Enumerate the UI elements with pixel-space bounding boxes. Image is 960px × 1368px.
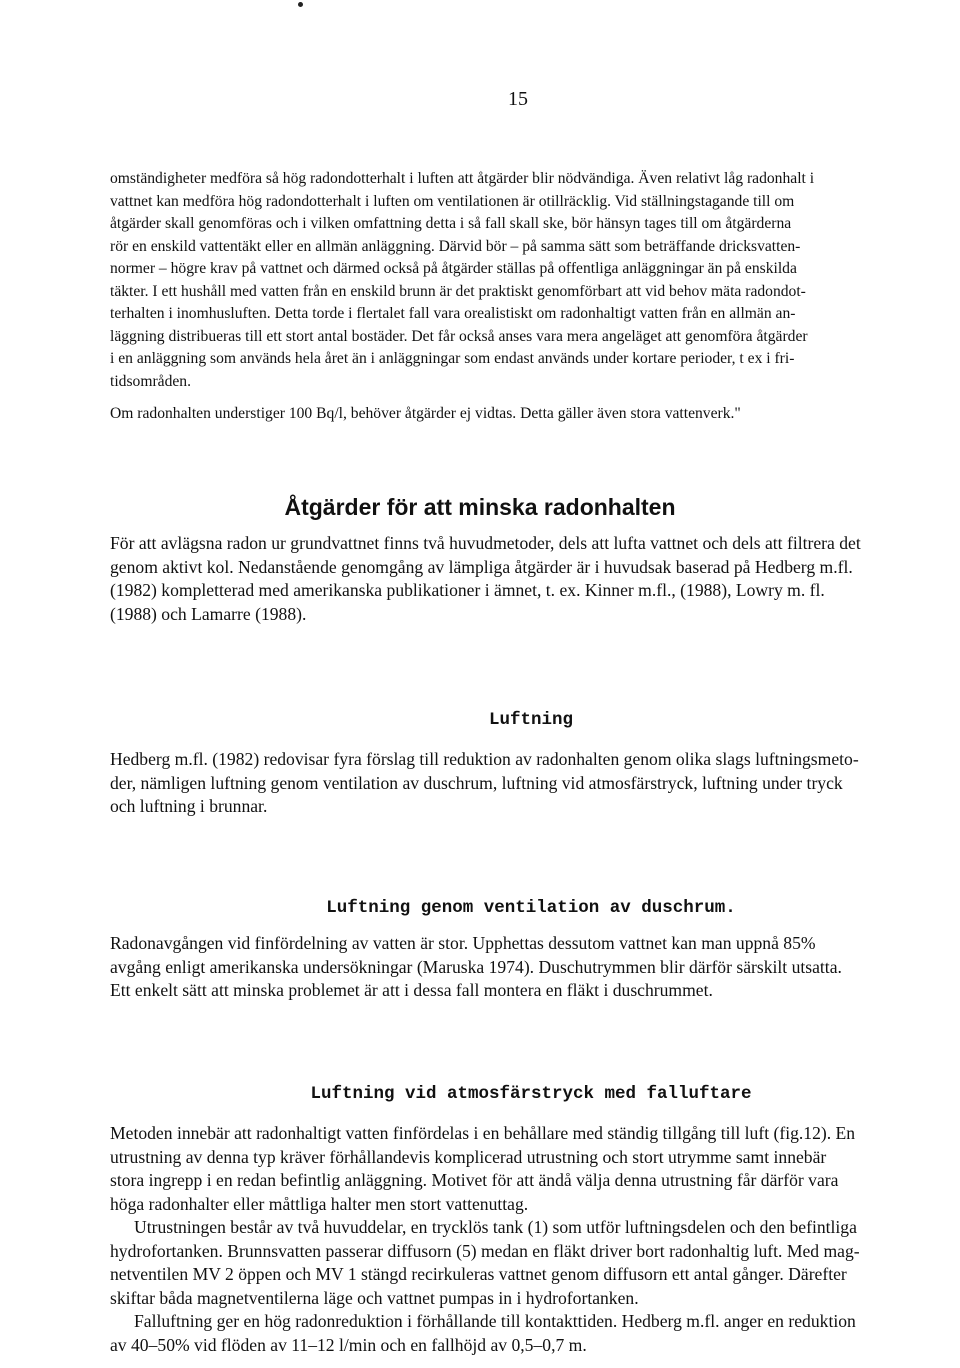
- text-line: genom aktivt kol. Nedanstående genomgång av lämpliga åtgärder är i huvudsak baserad på Hedberg m.fl.: [110, 556, 853, 577]
- text-line: netventilen MV 2 öppen och MV 1 stängd recirkuleras vattnet genom diffusorn ett antal gånger. Därefter: [110, 1264, 847, 1284]
- text-line: Om radonhalten understiger 100 Bq/l, behöver åtgärder ej vidtas. Detta gäller även stora vattenverk.": [110, 405, 741, 422]
- text-line: höga radonhalter eller måttliga halter men stort vattenuttag.: [110, 1193, 529, 1214]
- text-line: Ett enkelt sätt att minska problemet är att i dessa fall montera en fläkt i duschrummet.: [110, 980, 713, 1000]
- text-line: hydrofortanken. Brunnsvatten passerar diffusorn (5) medan en fläkt driver bort radonhaltig luft. Med mag-: [110, 1240, 860, 1261]
- text-line: omständigheter medföra så hög radondotterhalt i luften att åtgärder blir nödvändiga. Även relativt låg radonhalt i: [110, 170, 815, 187]
- text-line: utrustning av denna typ kräver förhållandevis komplicerad utrustning och stort utrymme samt innebär: [110, 1146, 827, 1167]
- section-heading: Åtgärder för att minska radonhalten: [284, 494, 676, 520]
- dusch-paragraph: [110, 932, 955, 1003]
- text-line: Radonavgången vid finfördelning av vatten är stor. Upphettas dessutom vattnet kan man uppnå 85%: [110, 933, 816, 953]
- text-line: terhalten i inomhusluften. Detta torde i flertalet fall vara orealistiskt om radonhaltigt vatten från en allmän an-: [110, 305, 796, 322]
- text-line: (1982) kompletterad med amerikanska publikationer i ämnet, t. ex. Kinner m.fl., (1988), Lowry m. fl.: [110, 580, 825, 600]
- text-line: i en anläggning som används hela året än i anläggningar som endast används under kortare perioder, t ex i fri-: [110, 350, 795, 367]
- text-line: läggning distribueras till ett stort antal bostäder. Det får också anses vara mera angeläget att genomföra åtgärder: [110, 327, 808, 345]
- text-line: Metoden innebär att radonhaltigt vatten finfördelas i en behållare med ständig tillgång till luft (fig.12). En: [110, 1123, 856, 1143]
- text-line: (1988) och Lamarre (1988).: [110, 603, 307, 624]
- text-line: Utrustningen består av två huvuddelar, en trycklös tank (1) som utför luftningsdelen och den befintliga: [134, 1217, 857, 1237]
- subheading-dusch: Luftning genom ventilation av duschrum.: [326, 898, 736, 918]
- subheading-luftning: Luftning: [488, 710, 573, 730]
- text-line: rör en enskild vattentäkt eller en allmän anläggning. Därvid bör – på samma sätt som beträffande dricksvatten-: [110, 237, 801, 255]
- quote-end: [110, 403, 955, 426]
- text-line: Hedberg m.fl. (1982) redovisar fyra förslag till reduktion av radonhalten genom olika slags luftningsmeto-: [110, 749, 859, 769]
- luftning-paragraph: [110, 748, 955, 819]
- subheading-atmosfarstryck: Luftning vid atmosfärstryck med falluftare: [310, 1084, 752, 1104]
- text-line: tidsområden.: [110, 372, 191, 390]
- text-line: Falluftning ger en hög radonreduktion i förhållande till kontakttiden. Hedberg m.fl. anger en reduktion: [134, 1311, 856, 1331]
- text-line: och luftning i brunnar.: [110, 796, 268, 816]
- text-line: normer – högre krav på vattnet och därmed också på åtgärder ställas på offentliga anläggningar än på enskilda: [110, 260, 797, 277]
- text-line: åtgärder skall genomföras och i vilken omfattning detta i så fall skall ske, bör hänsyn tages till om åtgärderna: [110, 215, 792, 232]
- text-line: skiftar båda magnetventilerna läge och vattnet pumpas in i hydrofortanken.: [110, 1287, 639, 1308]
- top-paragraph: [110, 168, 955, 393]
- text-line: avgång enligt amerikanska undersökningar (Maruska 1974). Duschutrymmen blir därför särskilt utsatta.: [110, 956, 842, 977]
- text-line: För att avlägsna radon ur grundvattnet finns två huvudmetoder, dels att lufta vattnet och dels att filtrera det: [110, 533, 861, 553]
- scan-speck: [298, 2, 303, 7]
- text-line: der, nämligen luftning genom ventilation av duschrum, luftning vid atmosfärstryck, luftning under tryck: [110, 772, 843, 793]
- atmos-paragraphs: [110, 1122, 955, 1357]
- page-number: 15: [508, 88, 528, 110]
- text-line: stora ingrepp i en redan befintlig anläggning. Motivet för att ändå välja denna utrustning får därför vara: [110, 1170, 839, 1190]
- intro-paragraph: [110, 532, 955, 626]
- text-line: vattnet kan medföra hög radondotterhalt i luften om ventilationen är otillräcklig. Vid ställningstagande till om: [110, 192, 795, 210]
- text-line: av 40–50% vid flöden av 11–12 l/min och en fallhöjd av 0,5–0,7 m.: [110, 1334, 587, 1355]
- text-line: täkter. I ett hushåll med vatten från en enskild brunn är det praktiskt genomförbart att vid behov mäta radondot-: [110, 282, 806, 300]
